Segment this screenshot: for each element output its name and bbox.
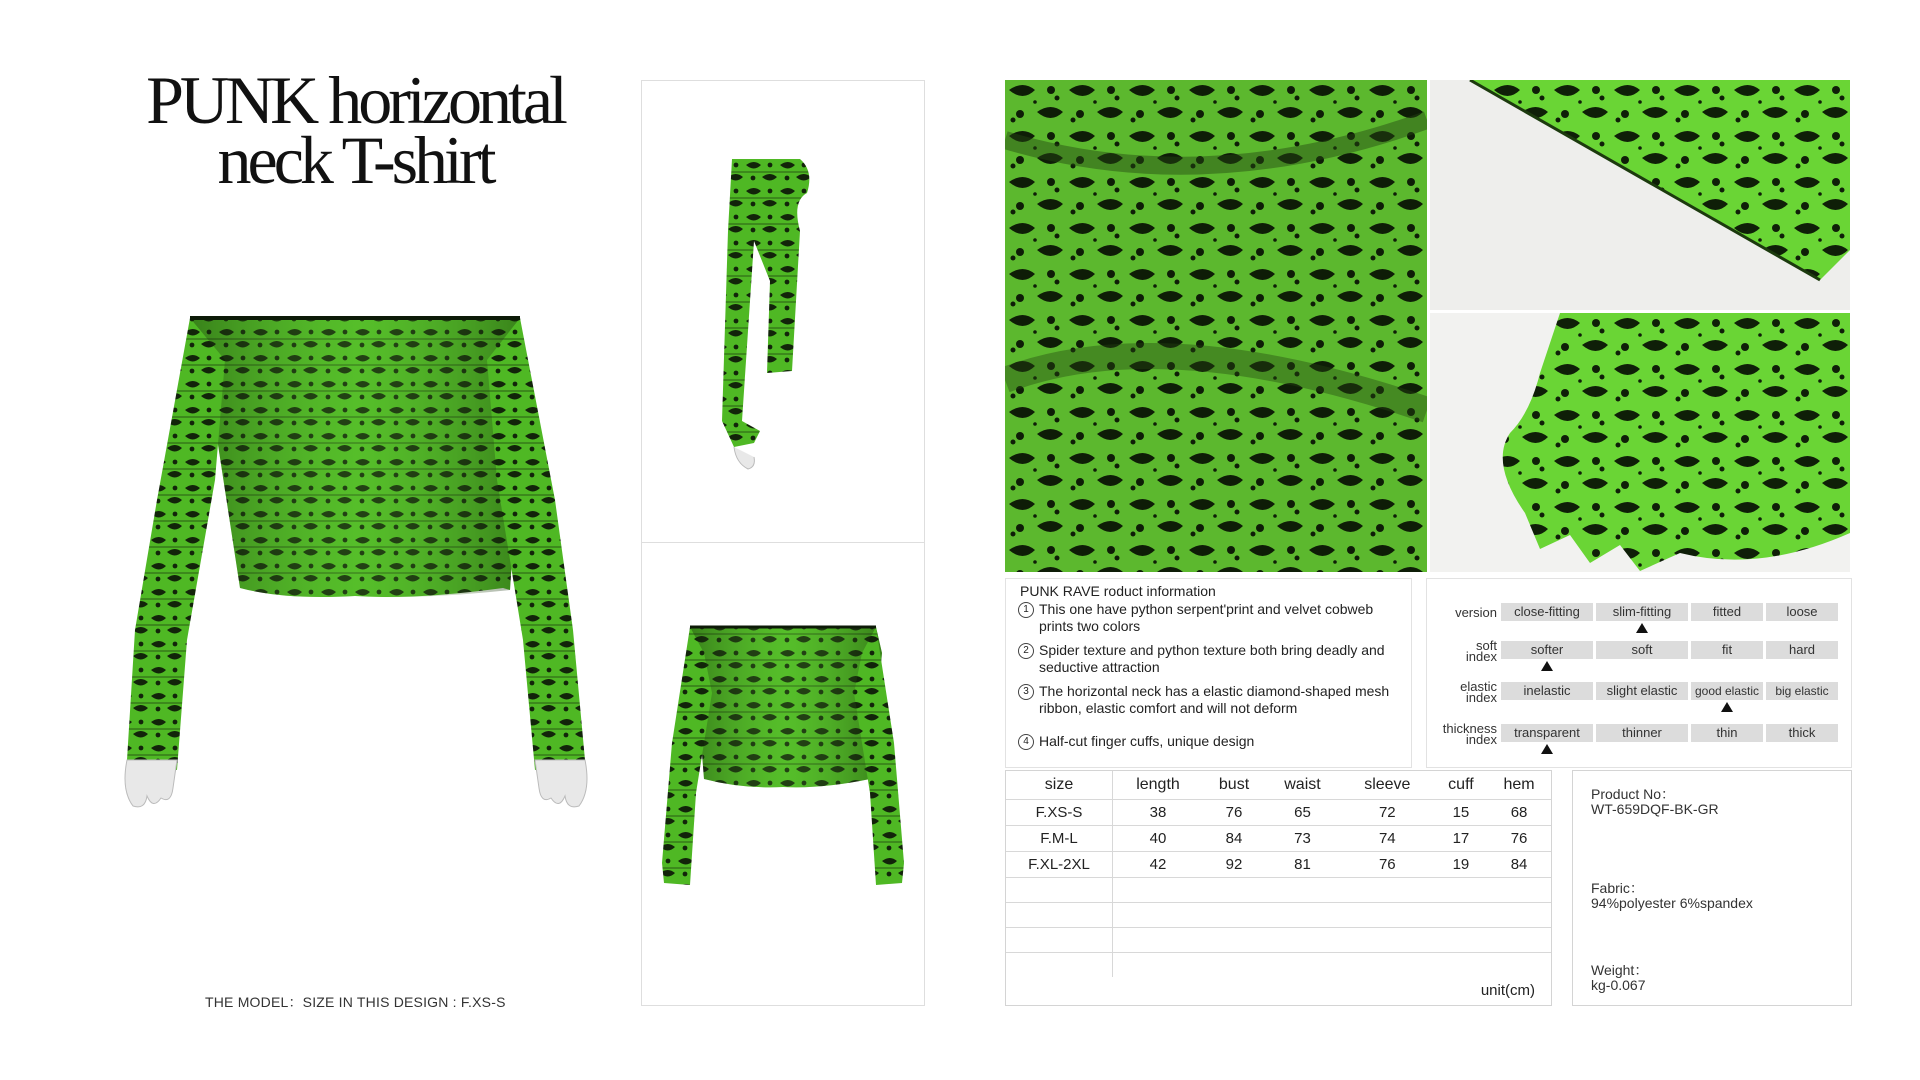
product-info-heading: PUNK RAVE roduct information bbox=[1020, 583, 1216, 599]
item-number: 1 bbox=[1018, 602, 1034, 618]
hero-shirt-image bbox=[115, 300, 595, 820]
attribute-option: inelastic bbox=[1501, 682, 1593, 700]
table-cell: 92 bbox=[1203, 852, 1265, 878]
attribute-row-version bbox=[1427, 603, 1851, 623]
selection-marker bbox=[1541, 661, 1553, 671]
side-view-image bbox=[641, 80, 925, 544]
attribute-option: thinner bbox=[1596, 724, 1688, 742]
attribute-row-thickness-index bbox=[1427, 721, 1851, 747]
unit-label: unit(cm) bbox=[1480, 982, 1535, 999]
table-cell: 17 bbox=[1435, 826, 1487, 852]
model-size-note: THE MODEL：SIZE IN THIS DESIGN : F.XS-S bbox=[205, 994, 506, 1010]
product-info-panel bbox=[1005, 578, 1412, 768]
attribute-option: thick bbox=[1766, 724, 1838, 742]
attribute-label bbox=[1427, 640, 1497, 662]
table-cell: 76 bbox=[1487, 826, 1551, 852]
table-cell: 15 bbox=[1435, 800, 1487, 826]
attribute-label-line: index bbox=[1465, 732, 1497, 747]
table-cell: 74 bbox=[1340, 826, 1435, 852]
weight-value: kg-0.067 bbox=[1591, 977, 1646, 993]
attribute-row-soft-index bbox=[1427, 638, 1851, 664]
table-header-row bbox=[1006, 771, 1551, 800]
table-cell: F.XL-2XL bbox=[1006, 852, 1113, 878]
table-row bbox=[1006, 852, 1551, 878]
table-row-empty bbox=[1006, 903, 1551, 928]
column-header: cuff bbox=[1435, 771, 1487, 800]
product-title bbox=[110, 62, 600, 198]
selection-marker bbox=[1636, 623, 1648, 633]
column-header: length bbox=[1113, 771, 1203, 800]
table-cell: 76 bbox=[1203, 800, 1265, 826]
list-item bbox=[1018, 601, 1406, 635]
item-number: 4 bbox=[1018, 734, 1034, 750]
size-table bbox=[1005, 770, 1552, 1006]
attribute-index-panel bbox=[1426, 578, 1852, 768]
attribute-label-line: index bbox=[1465, 649, 1497, 664]
table-cell: 65 bbox=[1265, 800, 1340, 826]
attribute-label-line: soft bbox=[1476, 638, 1497, 653]
table-cell: F.M-L bbox=[1006, 826, 1113, 852]
table-cell: 84 bbox=[1203, 826, 1265, 852]
attribute-label-line: elastic bbox=[1460, 679, 1497, 694]
sleeve-hem-closeup-image bbox=[1430, 80, 1850, 310]
attribute-option: slight elastic bbox=[1596, 682, 1688, 700]
finger-cuff-closeup-image bbox=[1430, 313, 1850, 572]
column-header: sleeve bbox=[1340, 771, 1435, 800]
table-cell: 42 bbox=[1113, 852, 1203, 878]
column-header: hem bbox=[1487, 771, 1551, 800]
title-line-2: neck T-shirt bbox=[217, 122, 493, 198]
column-header: waist bbox=[1265, 771, 1340, 800]
table-cell: 73 bbox=[1265, 826, 1340, 852]
table-row-empty bbox=[1006, 878, 1551, 903]
table-cell: 40 bbox=[1113, 826, 1203, 852]
table-cell: 19 bbox=[1435, 852, 1487, 878]
attribute-option: soft bbox=[1596, 641, 1688, 659]
item-text: The horizontal neck has a elastic diamond-shaped mesh ribbon, elastic comfort and will not deform bbox=[1039, 683, 1390, 716]
item-text: Spider texture and python texture both bring deadly and seductive attraction bbox=[1039, 642, 1385, 675]
table-cell: 38 bbox=[1113, 800, 1203, 826]
selection-marker bbox=[1721, 702, 1733, 712]
attribute-option: loose bbox=[1766, 603, 1838, 621]
attribute-option-selected: softer bbox=[1501, 641, 1593, 659]
attribute-label bbox=[1427, 723, 1497, 745]
attribute-option: hard bbox=[1766, 641, 1838, 659]
weight-label: Weight： bbox=[1591, 962, 1649, 978]
attribute-option: fitted bbox=[1691, 603, 1763, 621]
attribute-option-selected: good elastic bbox=[1691, 682, 1763, 700]
fabric-value: 94%polyester 6%spandex bbox=[1591, 895, 1753, 911]
table-row-empty bbox=[1006, 928, 1551, 953]
list-item bbox=[1018, 733, 1406, 750]
title-line-1: PUNK horizontal bbox=[146, 62, 564, 138]
attribute-option: big elastic bbox=[1766, 682, 1838, 700]
attribute-option-selected: slim-fitting bbox=[1596, 603, 1688, 621]
item-text: Half-cut finger cuffs, unique design bbox=[1039, 733, 1255, 749]
product-info-list bbox=[1018, 601, 1406, 757]
table-row bbox=[1006, 800, 1551, 826]
table-cell: 84 bbox=[1487, 852, 1551, 878]
attribute-option: thin bbox=[1691, 724, 1763, 742]
table-cell: 72 bbox=[1340, 800, 1435, 826]
attribute-label bbox=[1427, 681, 1497, 703]
item-text: This one have python serpent'print and velvet cobweb prints two colors bbox=[1039, 601, 1374, 634]
item-number: 2 bbox=[1018, 643, 1034, 659]
table-cell: F.XS-S bbox=[1006, 800, 1113, 826]
table-cell: 68 bbox=[1487, 800, 1551, 826]
product-no-value: WT-659DQF-BK-GR bbox=[1591, 801, 1719, 817]
attribute-label: version bbox=[1455, 605, 1497, 620]
table-cell: 76 bbox=[1340, 852, 1435, 878]
product-no-label: Product No： bbox=[1591, 786, 1676, 802]
attribute-label-line: index bbox=[1465, 690, 1497, 705]
attribute-option-selected: transparent bbox=[1501, 724, 1593, 742]
back-view-image bbox=[641, 542, 925, 1006]
selection-marker bbox=[1541, 744, 1553, 754]
column-header: size bbox=[1006, 771, 1113, 800]
table-cell: 81 bbox=[1265, 852, 1340, 878]
item-number: 3 bbox=[1018, 684, 1034, 700]
attribute-label-line: thickness bbox=[1442, 721, 1497, 736]
attribute-row-elastic-index bbox=[1427, 679, 1851, 705]
table-row-empty bbox=[1006, 953, 1551, 978]
fabric-closeup-image bbox=[1005, 80, 1427, 572]
attribute-option: close-fitting bbox=[1501, 603, 1593, 621]
list-item bbox=[1018, 683, 1406, 717]
table-row bbox=[1006, 826, 1551, 852]
column-header: bust bbox=[1203, 771, 1265, 800]
attribute-option: fit bbox=[1691, 641, 1763, 659]
product-details-card bbox=[1572, 770, 1852, 1006]
fabric-label: Fabric： bbox=[1591, 880, 1644, 896]
list-item bbox=[1018, 642, 1406, 676]
